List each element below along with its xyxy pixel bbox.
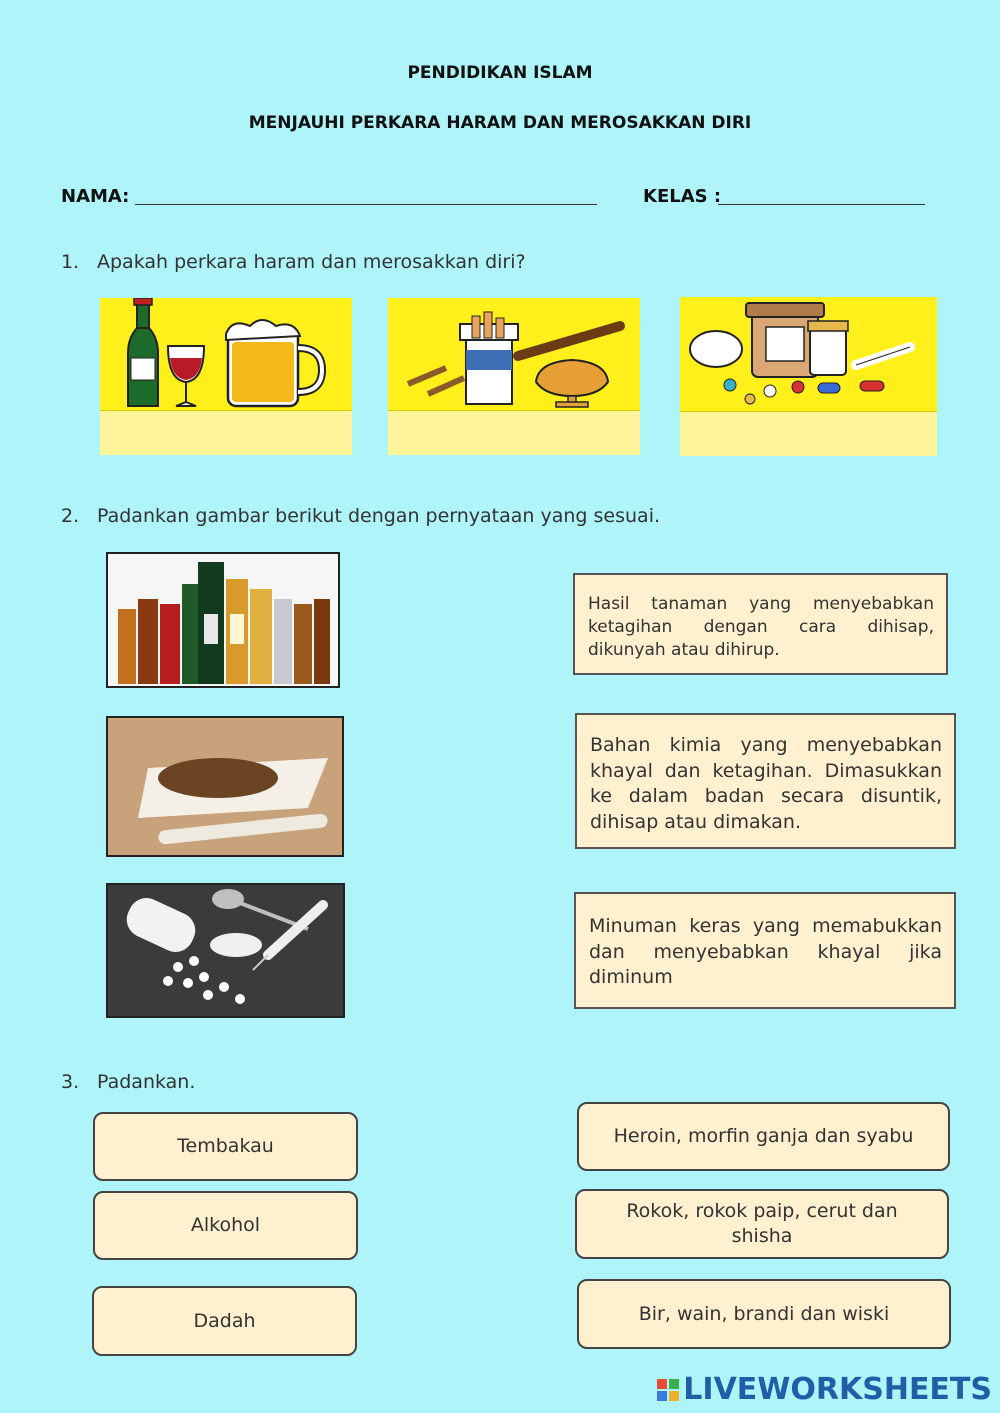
q1-answer-box-1[interactable] [100, 410, 352, 455]
topic-title: MENJAUHI PERKARA HARAM DAN MEROSAKKAN DIRI [248, 113, 752, 133]
statement-3[interactable]: Minuman keras yang memabukkan dan menyebabkan khayal jika diminum [574, 892, 956, 1009]
question-3-number: 3. [61, 1071, 80, 1093]
photo-tobacco[interactable] [106, 716, 344, 857]
question-1-text: Apakah perkara haram dan merosakkan diri? [97, 251, 526, 273]
q1-answer-box-2[interactable] [388, 410, 640, 455]
q1-image-pills [680, 297, 937, 456]
statement-2[interactable]: Bahan kimia yang menyebabkan khayal dan ketagihan. Dimasukkan ke dalam badan secara disuntik, dihisap atau dimakan. [575, 713, 956, 849]
question-3 [61, 1071, 195, 1093]
drugs-syringe-icon [108, 885, 343, 1016]
logo-cubes-icon [657, 1379, 679, 1401]
photo-liquor-bottles[interactable] [106, 552, 340, 688]
question-3-text: Padankan. [97, 1071, 196, 1093]
match-right-3[interactable]: Bir, wain, brandi dan wiski [577, 1279, 951, 1349]
match-right-2[interactable]: Rokok, rokok paip, cerut dan shisha [575, 1189, 949, 1259]
match-right-1[interactable]: Heroin, morfin ganja dan syabu [577, 1102, 950, 1171]
tobacco-icon [108, 718, 342, 855]
q1-answer-box-3[interactable] [680, 411, 937, 456]
pills-bottle-icon [680, 297, 937, 410]
subject-title: PENDIDIKAN ISLAM [407, 63, 593, 83]
q1-image-alcohol [100, 298, 352, 455]
question-2-text: Padankan gambar berikut dengan pernyataan yang sesuai. [97, 505, 661, 527]
name-input-line[interactable] [135, 204, 597, 205]
liquor-bottles-icon [108, 554, 338, 686]
q1-image-smoking [388, 298, 640, 455]
logo-text: LIVEWORKSHEETS [683, 1372, 992, 1407]
class-label: KELAS : [643, 186, 722, 207]
match-left-tembakau[interactable]: Tembakau [93, 1112, 358, 1181]
photo-drugs-syringe[interactable] [106, 883, 345, 1018]
liveworksheets-logo [657, 1372, 992, 1407]
question-2-number: 2. [61, 505, 80, 527]
class-input-line[interactable] [718, 204, 925, 205]
match-left-alkohol[interactable]: Alkohol [93, 1191, 358, 1260]
question-1 [61, 251, 526, 273]
name-label: NAMA: [61, 186, 130, 207]
question-1-number: 1. [61, 251, 80, 273]
question-2 [61, 505, 660, 527]
match-left-dadah[interactable]: Dadah [92, 1286, 357, 1356]
cigarette-cigar-icon [388, 298, 640, 411]
statement-1[interactable]: Hasil tanaman yang menyebabkan ketagihan dengan cara dihisap, dikunyah atau dihirup. [573, 573, 948, 675]
wine-beer-icon [100, 298, 352, 411]
